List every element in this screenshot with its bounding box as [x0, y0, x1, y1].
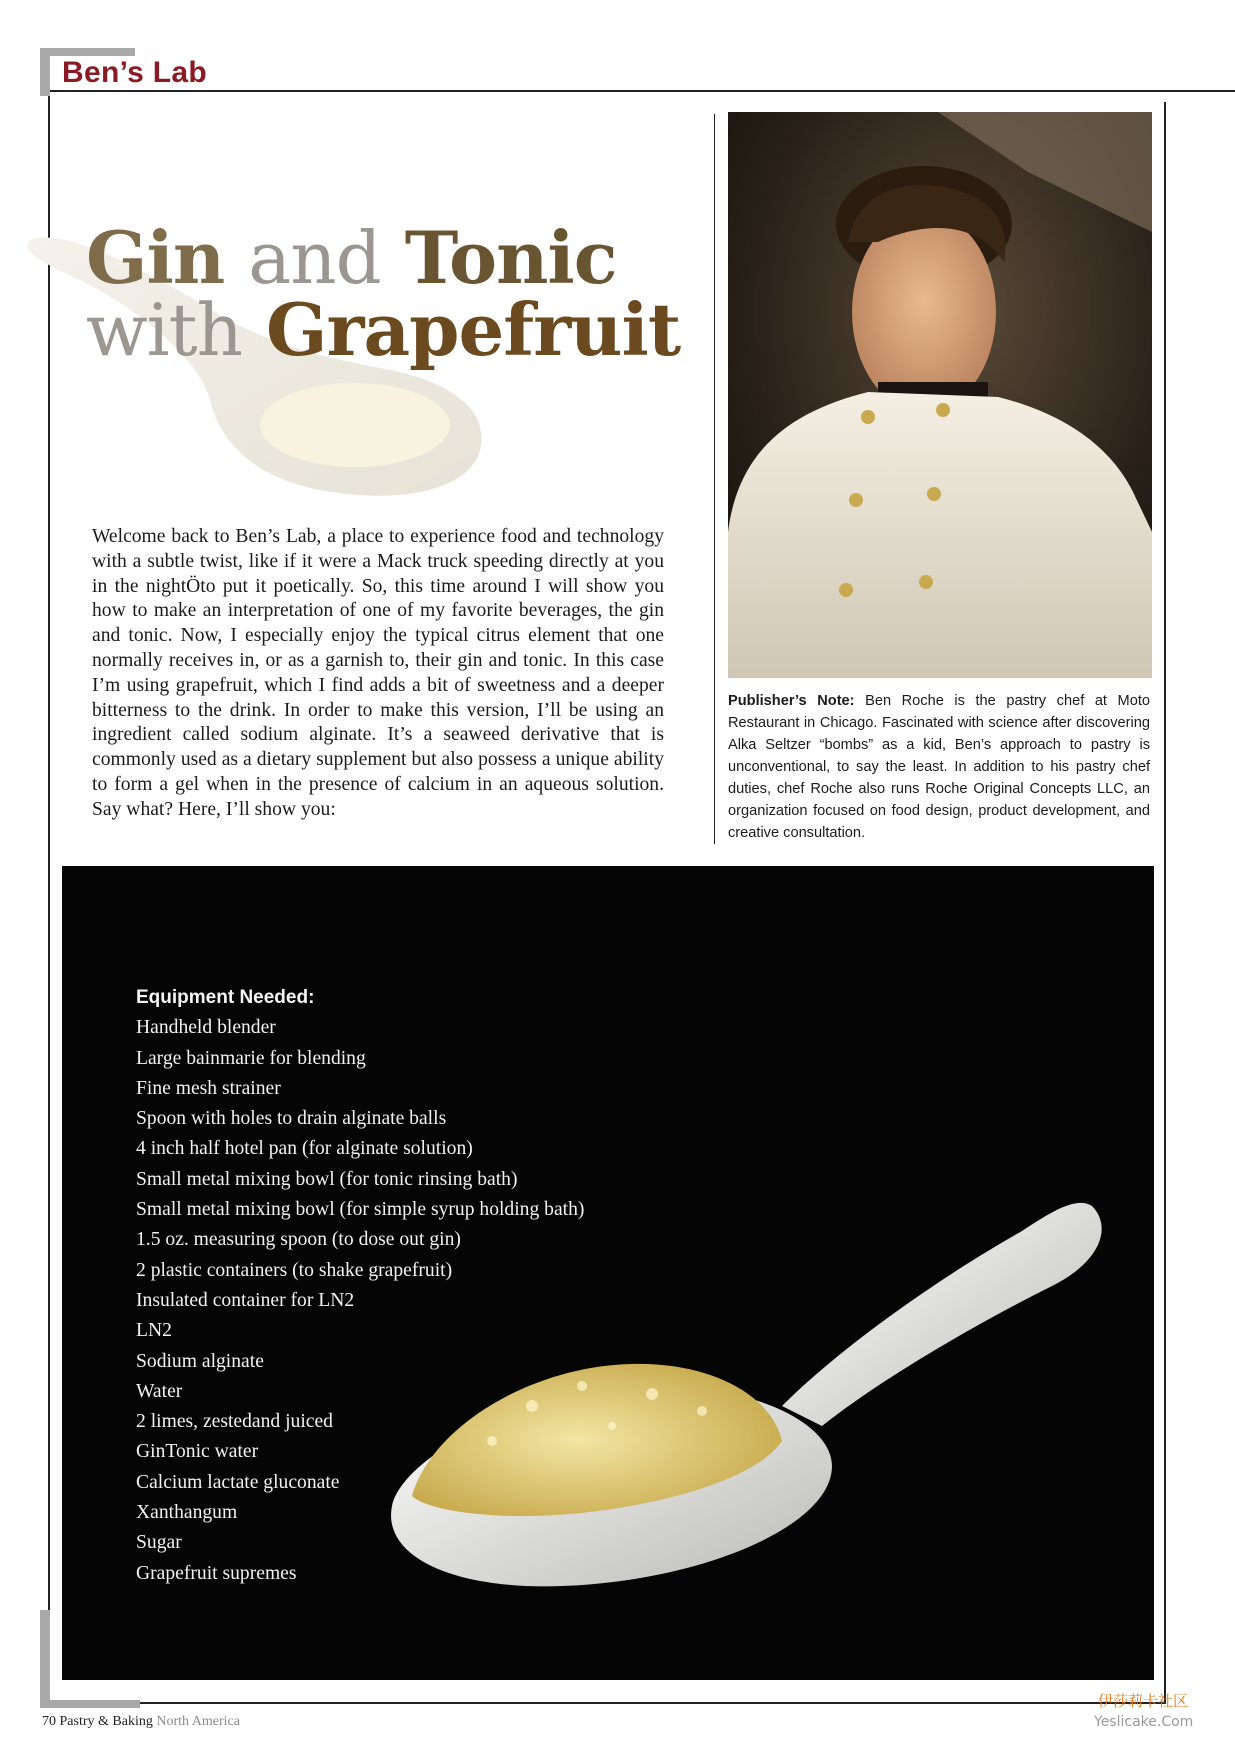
publishers-note-text: Ben Roche is the pastry chef at Moto Restaurant in Chicago. Fascinated with science after discovering Alka Seltzer “bombs” as a kid, Ben’s approach to pastry is unconventional, to say the least. In addition to his pastry chef duties, chef Roche also runs Roche Original Concepts LLC, an organization focused on food design, product development, and creative consultation.	[728, 693, 1150, 841]
intro-paragraph: Welcome back to Ben’s Lab, a place to experience food and technology with a subtle twist, like if it were a Mack truck speeding directly at you in the nightÖto put it poetically. So, this time around I will show you how to make an interpretation of one of my favorite beverages, the gin and tonic. Now, I especially enjoy the typical citrus element that one normally receives in, or as a garnish to, their gin and tonic. In this case I’m using grapefruit, which I find adds a bit of sweetness and a deeper bitterness to the drink. In order to make this version, I’ll be using an ingredient called sodium alginate. It’s a seaweed derivative that is commonly used as a dietary supplement but also possess a unique ability to form a gel when in the presence of calcium in an aqueous solution. Say what? Here, I’ll show you:	[92, 526, 664, 820]
equipment-item: Calcium lactate gluconate	[136, 1471, 340, 1493]
equipment-item: 4 inch half hotel pan (for alginate solution)	[136, 1138, 473, 1160]
equipment-item: Insulated container for LN2	[136, 1289, 355, 1311]
frame-right-rule	[1164, 102, 1166, 1702]
publishers-note-label: Publisher’s Note:	[728, 693, 855, 709]
section-title: Ben’s Lab	[62, 56, 207, 89]
equipment-item: Sugar	[136, 1532, 182, 1554]
equipment-item: LN2	[136, 1320, 172, 1342]
title-word-and: and	[248, 216, 381, 300]
equipment-item: Sodium alginate	[136, 1350, 264, 1372]
page-footer	[42, 1714, 240, 1730]
chef-portrait-photo	[728, 112, 1152, 678]
equipment-item: Large bainmarie for blending	[136, 1047, 366, 1069]
equipment-item: Small metal mixing bowl (for tonic rinsing bath)	[136, 1168, 518, 1190]
article-title	[86, 215, 681, 372]
column-divider	[714, 114, 715, 844]
equipment-item: Spoon with holes to drain alginate balls	[136, 1108, 447, 1130]
footer-accent-cap	[40, 1700, 140, 1708]
title-word-with: with	[86, 288, 242, 372]
watermark-chinese: 伊莎莉卡社区	[1098, 1692, 1189, 1710]
title-word-tonic: Tonic	[404, 215, 617, 300]
equipment-item: Fine mesh strainer	[136, 1077, 281, 1099]
header-accent-cap	[40, 48, 135, 56]
equipment-item: GinTonic water	[136, 1441, 259, 1463]
title-word-grapefruit: Grapefruit	[266, 287, 681, 372]
header-rule	[50, 90, 1235, 92]
equipment-list-block	[136, 983, 584, 1589]
frame-bottom-rule	[48, 1702, 1166, 1704]
watermark-site: Yeslicake.Com	[1094, 1714, 1194, 1730]
equipment-item: 2 limes, zestedand juiced	[136, 1411, 333, 1433]
equipment-heading: Equipment Needed:	[136, 987, 315, 1008]
equipment-item: Xanthangum	[136, 1502, 238, 1524]
footer-accent-bar	[40, 1610, 50, 1708]
magazine-name: Pastry & Baking	[59, 1714, 153, 1729]
title-word-gin: Gin	[86, 215, 225, 300]
equipment-item: Water	[136, 1380, 183, 1402]
equipment-item: Handheld blender	[136, 1017, 276, 1039]
equipment-item: Grapefruit supremes	[136, 1562, 297, 1584]
equipment-item: Small metal mixing bowl (for simple syrup holding bath)	[136, 1199, 585, 1221]
equipment-list	[136, 1013, 584, 1589]
equipment-item: 2 plastic containers (to shake grapefruit)	[136, 1259, 453, 1281]
equipment-item: 1.5 oz. measuring spoon (to dose out gin)	[136, 1229, 461, 1251]
magazine-region: North America	[156, 1714, 240, 1729]
publishers-note	[728, 690, 1150, 844]
page-number: 70	[42, 1714, 56, 1729]
